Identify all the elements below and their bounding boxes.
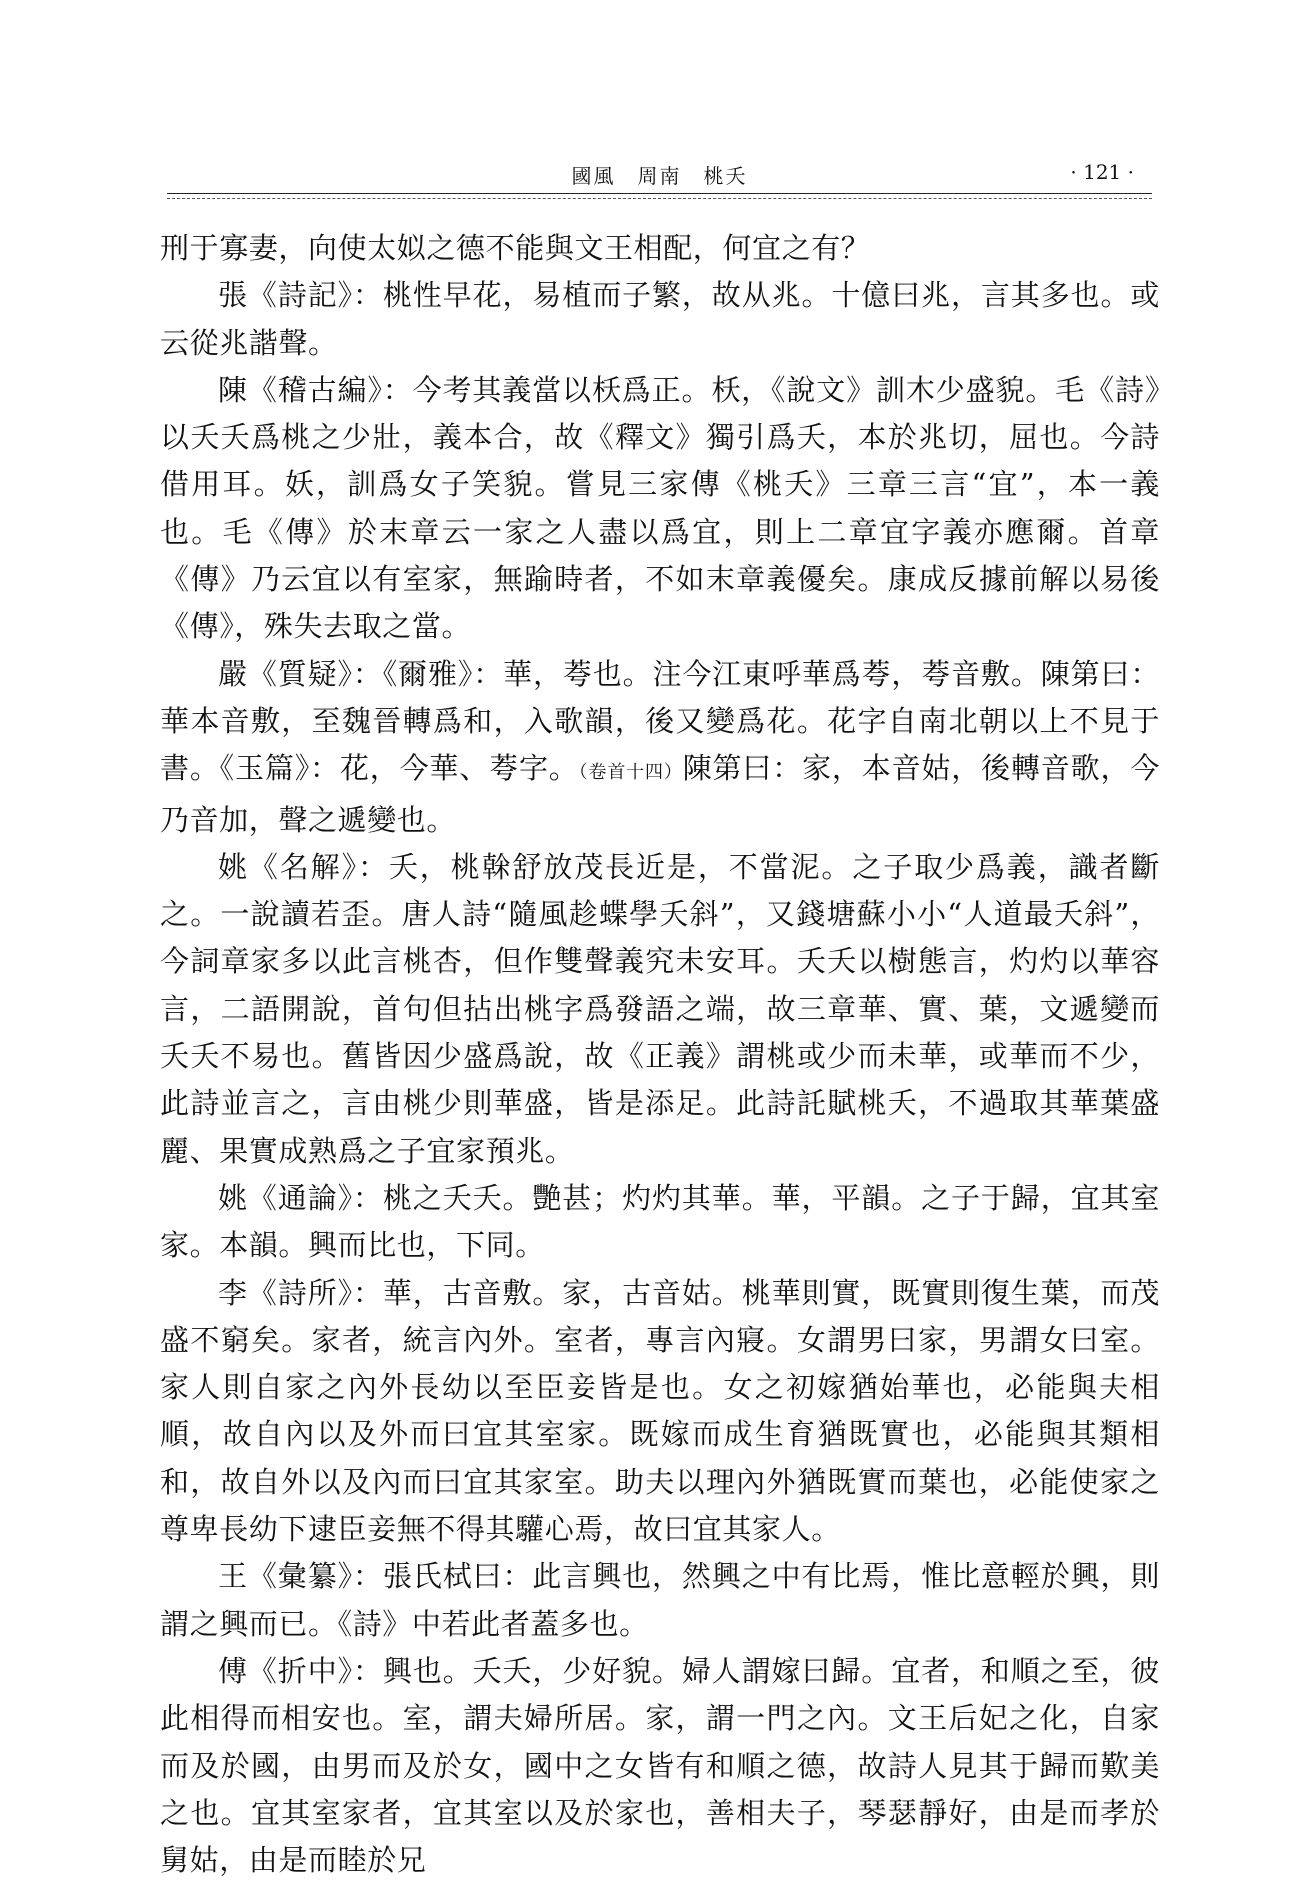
paragraph-4 [160, 651, 1160, 844]
paragraph-5: 姚《名解》：夭，桃榦舒放茂長近是，不當泥。之子取少爲義，識者斷之。一說讀若歪。唐人詩“隨風趁蝶學夭斜”，又錢塘蘇小小“人道最夭斜”，今詞章家多以此言桃杏，但作雙聲義究未安耳。夭夭以樹態言，灼灼以華容言，二語開說，首句但拈出桃字爲發語之端，故三章華、實、葉，文遞變而夭夭不易也。舊皆因少盛爲說，故《正義》謂桃或少而未華，或華而不少，此詩並言之，言由桃少則華盛，皆是添足。此詩託賦桃夭，不過取其華葉盛麗、果實成熟爲之子宜家預兆。 [160, 849, 1160, 1168]
paragraph-6: 姚《通論》：桃之夭夭。艷甚；灼灼其華。華，平韻。之子于歸，宜其室家。本韻。興而比也，下同。 [160, 1180, 1160, 1263]
header-rule [167, 193, 1152, 194]
paragraph-2: 張《詩記》：桃性早花，易植而子繁，故从兆。十億曰兆，言其多也。或云從兆諧聲。 [160, 278, 1160, 360]
running-header-title: 國風 周南 桃夭 [571, 164, 748, 188]
body-text [160, 225, 1160, 1884]
paragraph-4-after: 陳第曰：家，本音姑，後轉音歌，今乃音加，聲之遞變也。 [160, 751, 1160, 837]
header-rule-dashed [167, 198, 1152, 199]
paragraph-9: 傅《折中》：興也。夭夭，少好貌。婦人謂嫁曰歸。宜者，和順之至，彼此相得而相安也。室，謂夫婦所居。家，謂一門之內。文王后妃之化，自家而及於國，由男而及於女，國中之女皆有和順之德，故詩人見其于歸而歎美之也。宜其室家者，宜其室以及於家也，善相夫子，琴瑟靜好，由是而孝於舅姑，由是而睦於兄 [160, 1653, 1160, 1878]
paragraph-7: 李《詩所》：華，古音敷。家，古音姑。桃華則實，既實則復生葉，而茂盛不窮矣。家者，統言內外。室者，專言內寢。女謂男曰家，男謂女曰室。家人則自家之內外長幼以至臣妾皆是也。女之初嫁猶始華也，必能與夫相順，故自內以及外而曰宜其室家。既嫁而成生育猶既實也，必能與其類相和，故自外以及內而曰宜其家室。助夫以理內外猶既實而葉也，必能使家之尊卑長幼下逮臣妾無不得其驩心焉，故曰宜其家人。 [160, 1275, 1160, 1547]
paragraph-3: 陳《稽古編》：今考其義當以枖爲正。枖，《說文》訓木少盛貌。毛《詩》以夭夭爲桃之少壯，義本合，故《釋文》獨引爲夭，本於兆切，屈也。今詩借用耳。妖，訓爲女子笑貌。嘗見三家傳《桃夭》三章三言“宜”，本一義也。毛《傳》於末章云一家之人盡以爲宜，則上二章宜字義亦應爾。首章《傳》乃云宜以有室家，無踰時者，不如末章義優矣。康成反據前解以易後《傳》，殊失去取之當。 [160, 372, 1160, 644]
paragraph-1: 刑于寡妻，向使太姒之德不能與文王相配，何宜之有？ [160, 231, 871, 265]
paragraph-4-note: （卷首十四） [578, 762, 683, 784]
paragraph-8: 王《彙纂》：張氏栻曰：此言興也，然興之中有比焉，惟比意輕於興，則謂之興而已。《詩》中若此者蓋多也。 [160, 1559, 1160, 1641]
paragraph-4-text: 嚴《質疑》：《爾雅》：華，荂也。注今江東呼華爲荂，荂音敷。陳第曰：華本音敷，至魏晉轉爲和，入歌韻，後又變爲花。花字自南北朝以上不見于書。《玉篇》：花，今華、荂字。 [160, 656, 1160, 786]
running-header [167, 158, 1152, 198]
page-number: · 121 · [1070, 160, 1134, 184]
